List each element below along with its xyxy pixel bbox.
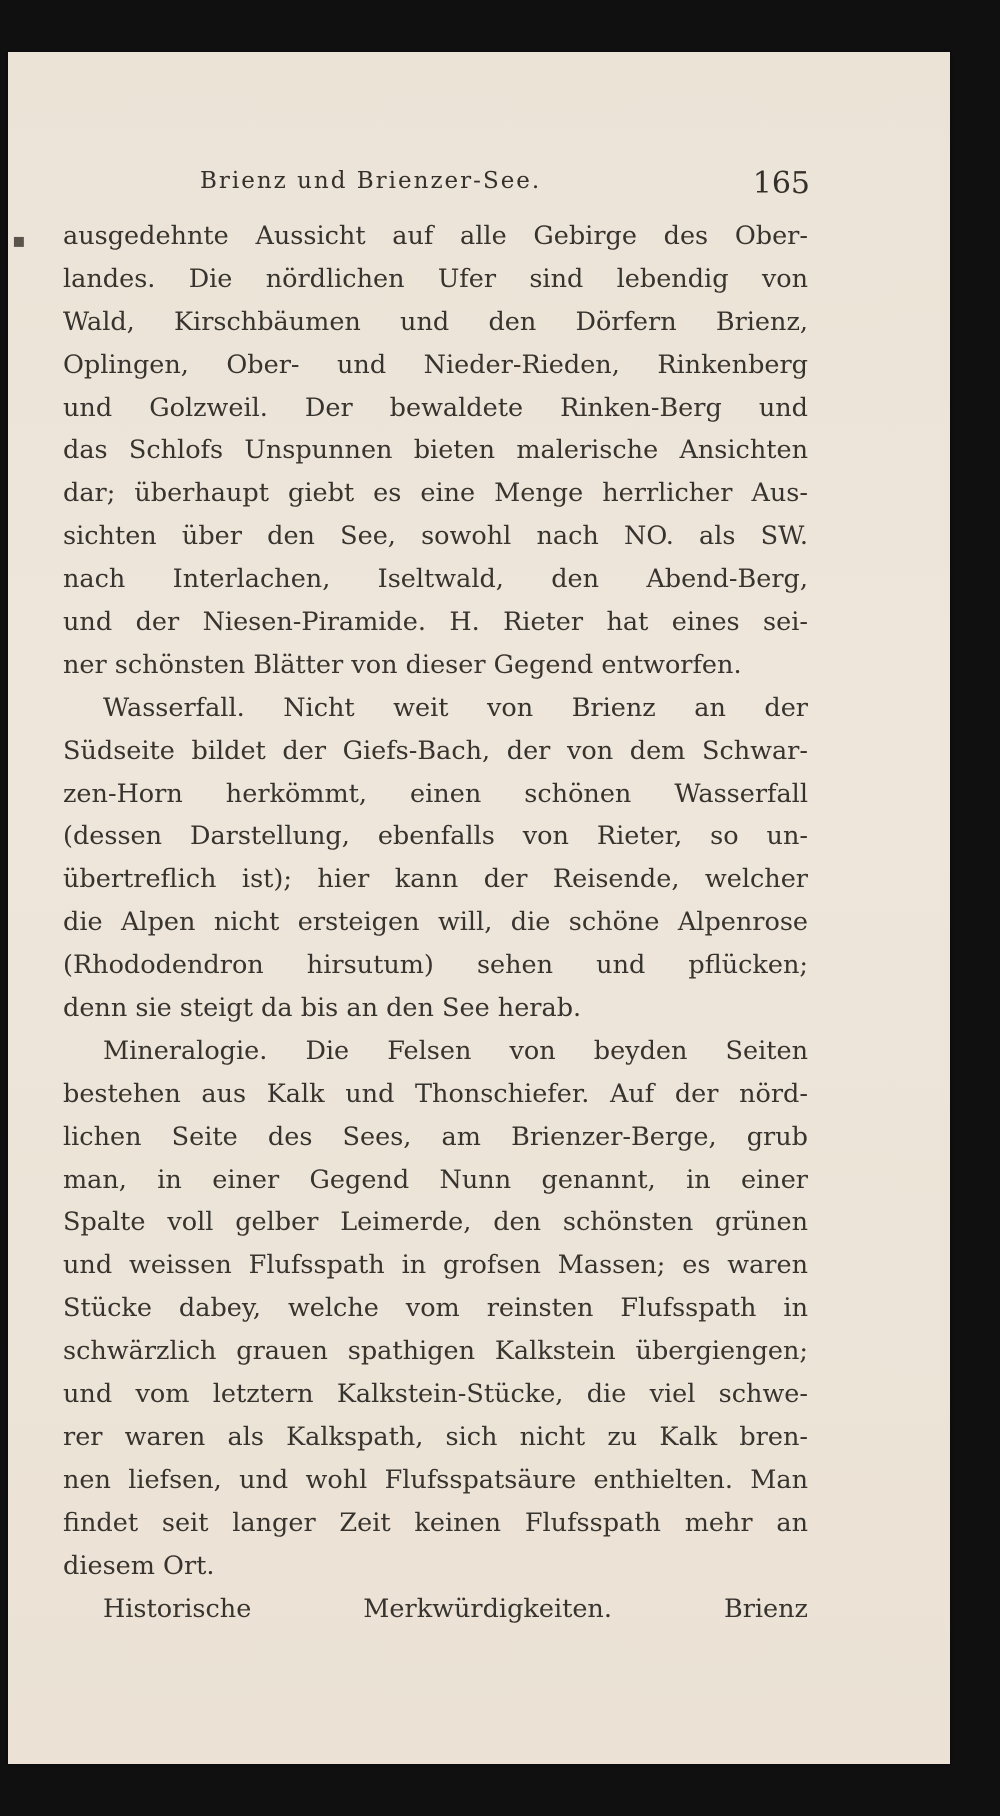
text-line: Oplingen, Ober- und Nieder-Rieden, Rinkenberg <box>63 349 808 380</box>
margin-mark: ▪ <box>12 228 26 252</box>
text-line: (Rhododendron hirsutum) sehen und pflücken; <box>63 950 808 981</box>
text-line: nen liefsen, und wohl Flufsspatsäure enthielten. Man <box>63 1464 808 1495</box>
text-line: dar; überhaupt giebt es eine Menge herrlicher Aus- <box>63 478 808 509</box>
text-line: Wald, Kirschbäumen und den Dörfern Brienz, <box>63 306 808 337</box>
text-line: nach Interlachen, Iseltwald, den Abend-Berg, <box>63 564 808 595</box>
text-line: Stücke dabey, welche vom reinsten Flufsspath in <box>63 1293 808 1324</box>
text-line: und weissen Flufsspath in grofsen Massen; es waren <box>63 1250 808 1281</box>
text-line: ner schönsten Blätter von dieser Gegend entworfen. <box>63 649 742 680</box>
text-line: die Alpen nicht ersteigen will, die schöne Alpenrose <box>63 907 808 938</box>
section-heading-line: Historische Merkwürdigkeiten. Brienz <box>103 1593 808 1624</box>
text-line: Spalte voll gelber Leimerde, den schönsten grünen <box>63 1207 808 1238</box>
running-title: Brienz und Brienzer-See. <box>200 168 542 194</box>
text-line: findet seit langer Zeit keinen Flufsspath mehr an <box>63 1507 808 1538</box>
text-line: denn sie steigt da bis an den See herab. <box>63 993 582 1024</box>
text-line: übertreflich ist); hier kann der Reisende, welcher <box>63 864 808 895</box>
section-heading-line: Wasserfall. Nicht weit von Brienz an der <box>103 692 808 723</box>
text-line: das Schlofs Unspunnen bieten malerische Ansichten <box>63 435 808 466</box>
text-line: ausgedehnte Aussicht auf alle Gebirge des Ober- <box>63 221 808 251</box>
page-number: 165 <box>752 166 810 201</box>
body-text <box>63 215 808 1630</box>
text-line: landes. Die nördlichen Ufer sind lebendig von <box>63 263 808 294</box>
text-line: und vom letztern Kalkstein-Stücke, die viel schwe- <box>63 1379 808 1410</box>
text-line: zen-Horn herkömmt, einen schönen Wasserfall <box>63 778 808 809</box>
text-line: und der Niesen-Piramide. H. Rieter hat eines sei- <box>63 607 808 638</box>
text-line: schwärzlich grauen spathigen Kalkstein übergiengen; <box>63 1336 808 1367</box>
text-line: diesem Ort. <box>63 1550 215 1581</box>
text-line: und Golzweil. Der bewaldete Rinken-Berg und <box>63 392 808 423</box>
text-line: man, in einer Gegend Nunn genannt, in einer <box>63 1164 808 1195</box>
text-line: rer waren als Kalkspath, sich nicht zu Kalk bren- <box>63 1421 808 1452</box>
text-line: Südseite bildet der Giefs-Bach, der von dem Schwar- <box>63 735 808 766</box>
text-line: sichten über den See, sowohl nach NO. als SW. <box>63 521 808 552</box>
text-line: lichen Seite des Sees, am Brienzer-Berge, grub <box>63 1121 808 1152</box>
text-line: (dessen Darstellung, ebenfalls von Rieter, so un- <box>63 821 808 852</box>
text-line: bestehen aus Kalk und Thonschiefer. Auf der nörd- <box>63 1078 808 1109</box>
section-heading-line: Mineralogie. Die Felsen von beyden Seiten <box>103 1035 808 1066</box>
